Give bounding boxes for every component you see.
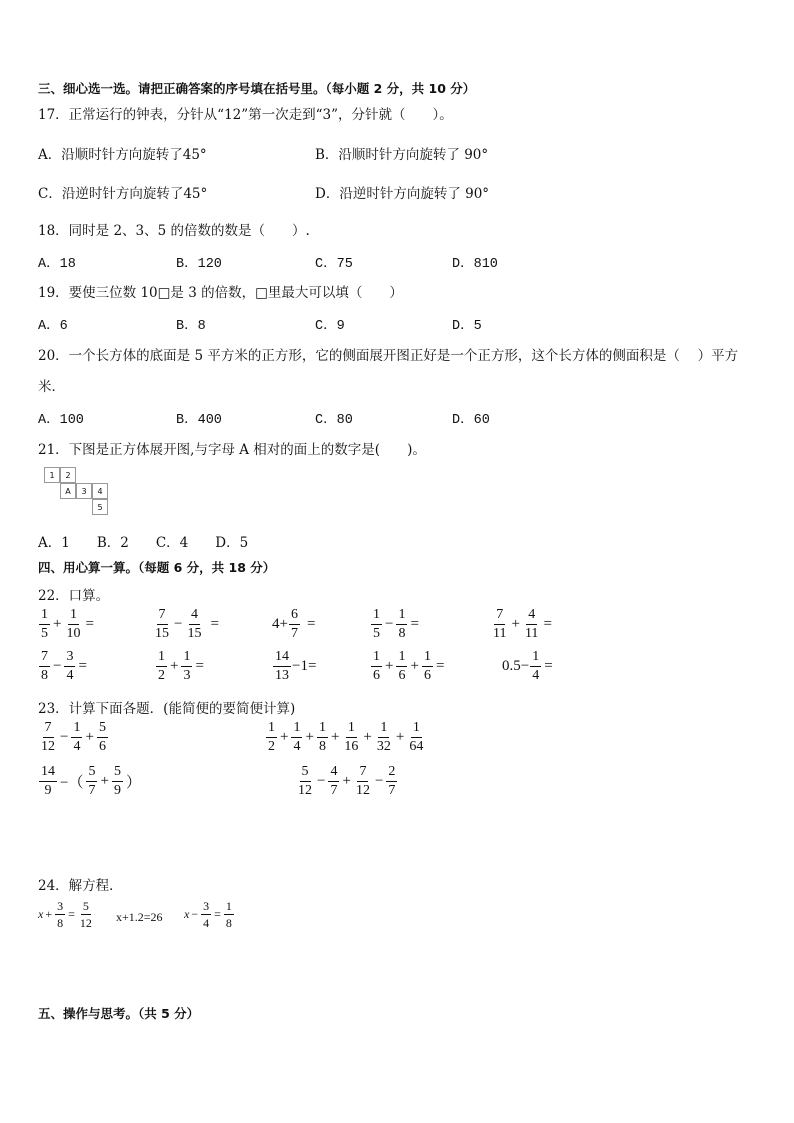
q18-option-d: D．810	[452, 257, 498, 272]
cube-net-figure	[44, 467, 116, 517]
q20-option-d: D．60	[452, 413, 490, 428]
question-19: 19．要使三位数 10□是 3 的倍数，□里最大可以填（ ）	[38, 285, 403, 301]
q17-option-c: C．沿逆时针方向旋转了45°	[38, 186, 208, 202]
net-cell: 1	[44, 467, 60, 483]
question-23: 23．计算下面各题．(能简便的要简便计算)	[38, 701, 296, 717]
net-cell: 2	[60, 467, 76, 483]
oral-calc-expr: 1 6 + $\frac{1}{6}$ + $\frac{1}{6}$ =	[373, 649, 445, 683]
q18-option-c: C．75	[315, 257, 353, 272]
q21-options: A．1 B．2 C．4 D．5	[38, 535, 249, 551]
q17-option-d: D．沿逆时针方向旋转了 90°	[315, 186, 490, 202]
question-17: 17．正常运行的钟表，分针从“12”第一次走到“3”，分针就（ ）。	[38, 107, 453, 123]
oral-calc-expr: 0.5− $\frac{1}{4}$ =	[502, 649, 553, 683]
equation: x − $\frac{3}{4}$ = $\frac{1}{8}$	[184, 899, 232, 930]
q19-option-d: D．5	[452, 319, 482, 334]
q19-option-a: A．6	[38, 319, 68, 334]
q17-option-b: B．沿顺时针方向旋转了 90°	[315, 147, 489, 163]
calc-expr: 14 9 −（ 5 7 + $\frac{5}{9}$ ）	[41, 764, 141, 798]
section-5-heading: 五、操作与思考。（共 5 分）	[38, 1006, 200, 1021]
question-18: 18．同时是 2、3、5 的倍数的数是（ ）.	[38, 223, 310, 239]
question-22: 22．口算。	[38, 588, 110, 604]
oral-calc-expr: 7 8 − $\frac{3}{4}$ =	[41, 649, 87, 683]
oral-calc-expr: 1 5 + $\frac{1}{10}$ =	[41, 607, 94, 641]
question-20-cont: 米．	[38, 379, 65, 395]
oral-calc-expr: 1 2 + $\frac{1}{3}$ =	[158, 649, 204, 683]
oral-calc-expr: 4+ $\frac{6}{7}$ =	[272, 607, 316, 641]
calc-expr: 5 12 − $\frac{4}{7}$ + $\frac{7}{12}$ − $\frac{2}{7}$	[298, 764, 396, 798]
oral-calc-expr: 14 13 −1=	[275, 649, 317, 683]
q18-option-b: B．120	[176, 257, 222, 272]
oral-calc-expr: 7 11 + $\frac{4}{11}$ =	[493, 607, 552, 641]
q17-option-a: A．沿顺时针方向旋转了45°	[38, 147, 207, 163]
q20-option-a: A．100	[38, 413, 84, 428]
q18-option-a: A．18	[38, 257, 76, 272]
question-24: 24．解方程．	[38, 878, 123, 894]
net-cell: 5	[92, 499, 108, 515]
equation: x+1.2=26	[116, 910, 163, 924]
net-cell: 3	[76, 483, 92, 499]
calc-expr: 1 2 + $\frac{1}{4}$ + $\frac{1}{8}$ + $\frac{1}{16}$ + $\frac{1}{32}$ + $\frac{1}{64}$	[268, 720, 424, 754]
oral-calc-expr: 7 15 − $\frac{4}{15}$ =	[155, 607, 219, 641]
q19-option-c: C．9	[315, 319, 345, 334]
q20-option-b: B．400	[176, 413, 222, 428]
net-cell-a: A	[60, 483, 76, 499]
equation: x + $\frac{3}{8}$ = $\frac{5}{12}$	[38, 899, 92, 930]
calc-expr: 7 12 − $\frac{1}{4}$ + $\frac{5}{6}$	[41, 720, 106, 754]
oral-calc-expr: 1 5 − $\frac{1}{8}$ =	[373, 607, 419, 641]
section-4-heading: 四、用心算一算。（每题 6 分，共 18 分）	[38, 560, 276, 575]
section-3-heading: 三、细心选一选。请把正确答案的序号填在括号里。（每小题 2 分，共 10 分）	[38, 81, 476, 96]
question-20: 20．一个长方体的底面是 5 平方米的正方形，它的侧面展开图正好是一个正方形，这个长方体的侧面积是（ ）平方	[38, 348, 739, 364]
question-21: 21．下图是正方体展开图,与字母 A 相对的面上的数字是( )。	[38, 442, 426, 458]
net-cell: 4	[92, 483, 108, 499]
q19-option-b: B．8	[176, 319, 206, 334]
q20-option-c: C．80	[315, 413, 353, 428]
